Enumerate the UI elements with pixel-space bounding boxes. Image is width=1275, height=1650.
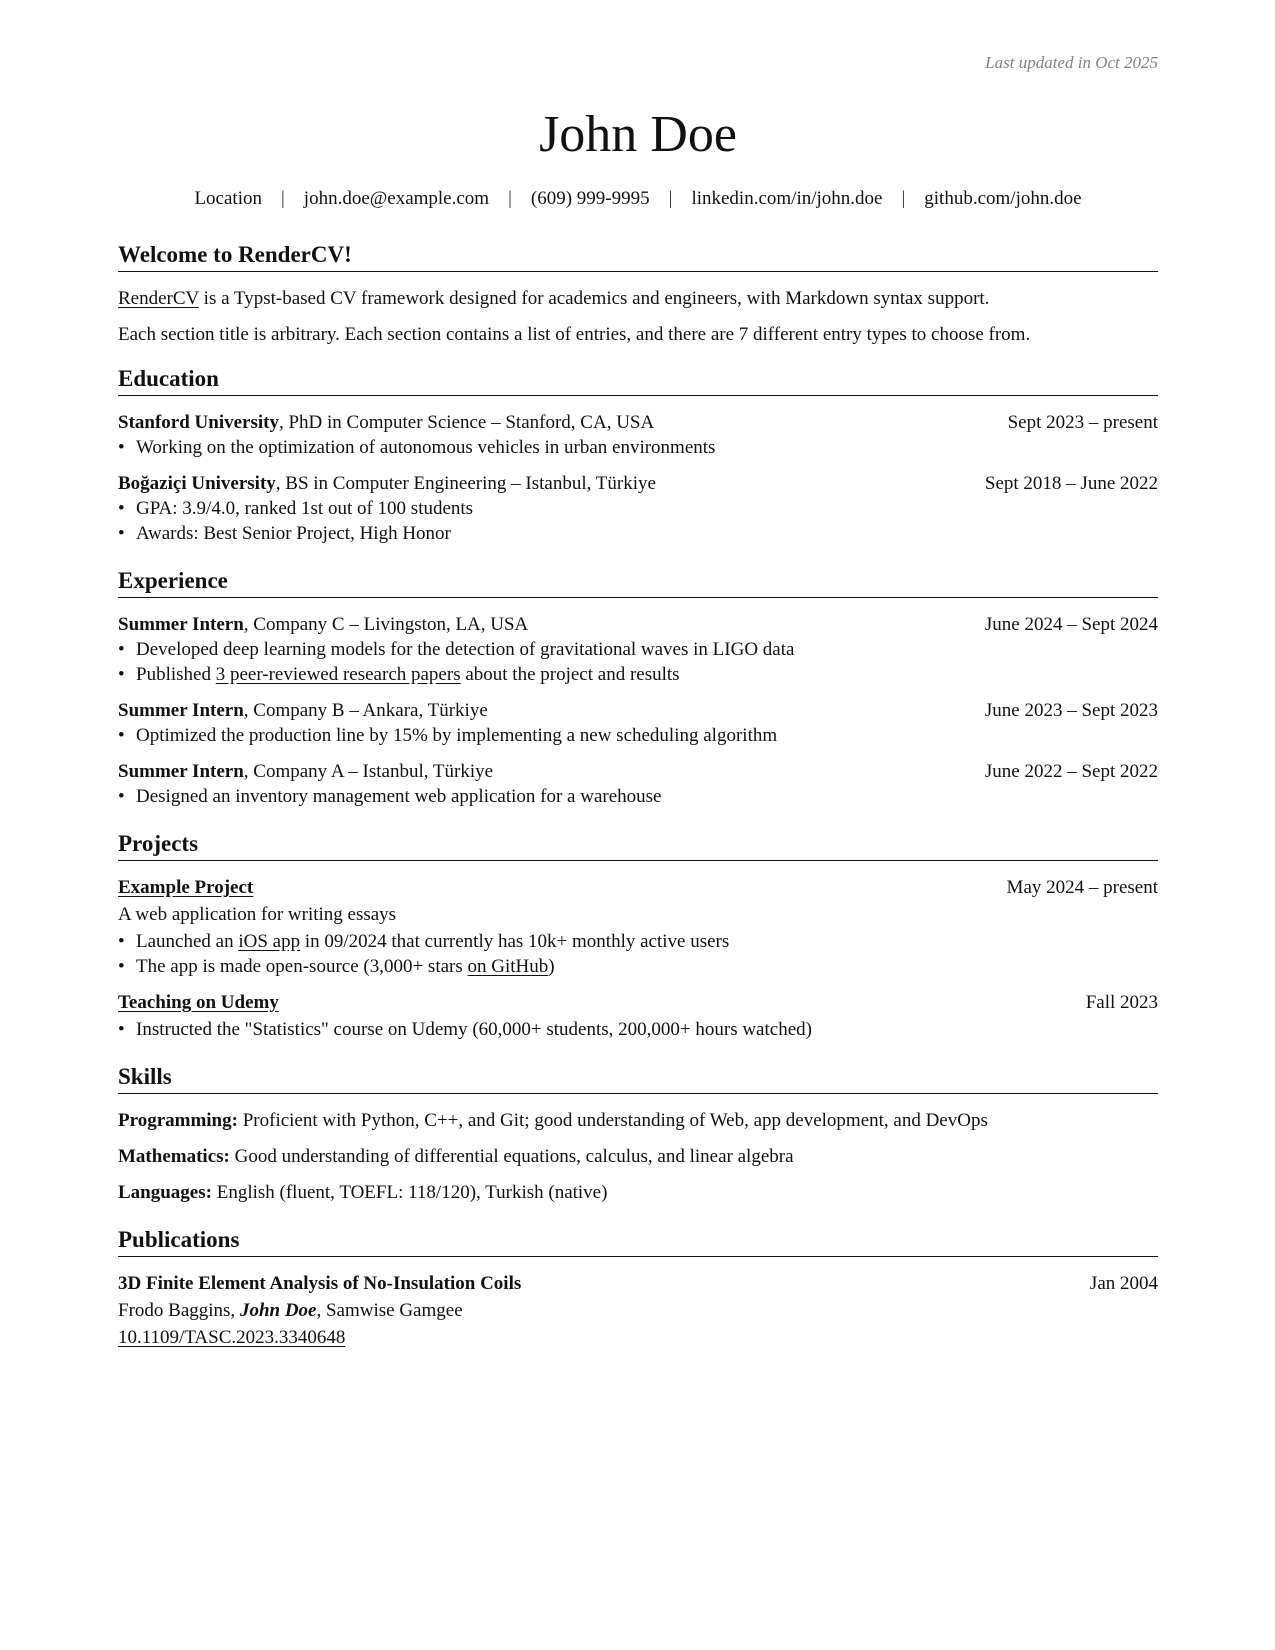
education-entry [118,471,1158,546]
bullet-text: Published [136,664,216,685]
degree-location: , BS in Computer Engineering – Istanbul, Türkiye [275,473,656,494]
github-link[interactable]: on GitHub [467,956,549,977]
cv-name: John Doe [539,106,737,163]
entry-heading [118,471,656,496]
section-title: Experience [118,566,1158,598]
section-skills [118,1062,1158,1205]
company-location: , Company B – Ankara, Türkiye [243,700,488,721]
skill-details: Proficient with Python, C++, and Git; good understanding of Web, app development, and DevOps [237,1110,988,1131]
entry-date: Fall 2023 [1085,992,1158,1013]
skill-details: Good understanding of differential equations, calculus, and linear algebra [229,1146,794,1167]
project-summary: A web application for writing essays [118,904,397,925]
experience-entry [118,698,1158,748]
entry-date: May 2024 – present [1006,877,1158,898]
project-entry [118,990,1158,1042]
skill-label: Languages: [118,1182,212,1203]
section-projects [118,829,1158,1042]
section-title: Skills [118,1062,1158,1094]
entry-date: Sept 2018 – June 2022 [984,473,1158,494]
bullet-item [118,929,1158,954]
skill-details: English (fluent, TOEFL: 118/120), Turkish (native) [211,1182,608,1203]
position: Summer Intern [118,700,244,721]
publication-authors [118,1298,1158,1323]
bullet-text: ) [548,956,555,977]
skill-item [118,1144,1158,1169]
entry-heading [118,759,493,784]
contact-email-link[interactable]: john.doe@example.com [303,188,490,209]
company-location: , Company C – Livingston, LA, USA [243,614,529,635]
education-entry [118,410,1158,460]
project-title-link[interactable]: Example Project [118,877,254,898]
cv-content [118,240,1158,1370]
author: , Samwise Gamgee [316,1300,463,1321]
author: Frodo Baggins, [118,1300,240,1321]
bullet-item: • Working on the optimization of autonomous vehicles in urban environments [118,435,1158,460]
contact-github-link[interactable]: github.com/john.doe [924,188,1082,209]
section-title: Education [118,364,1158,396]
bullet-text: about the project and results [460,664,680,685]
bullet-text: in 09/2024 that currently has 10k+ monthly active users [300,931,730,952]
bullet-item [118,662,1158,687]
section-experience [118,566,1158,809]
author-highlight: John Doe [239,1300,317,1321]
section-title: Publications [118,1225,1158,1257]
bullet-item: • GPA: 3.9/4.0, ranked 1st out of 100 students [118,496,1158,521]
separator: | [668,188,673,209]
publication-title: 3D Finite Element Analysis of No-Insulation Coils [118,1273,522,1294]
entry-date: Sept 2023 – present [1007,412,1158,433]
ios-app-link[interactable]: iOS app [238,931,301,952]
entry-heading [118,410,654,435]
bullet-item: • Optimized the production line by 15% by implementing a new scheduling algorithm [118,723,1158,748]
skill-label: Mathematics: [118,1146,230,1167]
bullet-item: • Instructed the "Statistics" course on Udemy (60,000+ students, 200,000+ hours watched) [118,1017,1158,1042]
section-title: Projects [118,829,1158,861]
rendercv-link[interactable]: RenderCV [118,288,199,309]
contact-bar [118,188,1158,210]
contact-location: Location [194,188,262,209]
contact-phone-link[interactable]: (609) 999-9995 [530,188,650,209]
position: Summer Intern [118,614,244,635]
papers-link[interactable]: 3 peer-reviewed research papers [215,664,461,685]
bullet-item [118,954,1158,979]
entry-heading [118,698,488,723]
skill-item [118,1108,1158,1133]
separator: | [508,188,512,209]
skill-label: Programming: [118,1110,238,1131]
section-publications [118,1225,1158,1350]
bullet-text: Launched an [136,931,239,952]
contact-linkedin-link[interactable]: linkedin.com/in/john.doe [691,188,883,209]
position: Summer Intern [118,761,244,782]
degree-location: , PhD in Computer Science – Stanford, CA, USA [278,412,655,433]
intro-text: is a Typst-based CV framework designed for academics and engineers, with Markdown syntax support. [198,288,990,309]
intro-paragraph [118,286,1158,311]
bullet-item: • Developed deep learning models for the detection of gravitational waves in LIGO data [118,637,1158,662]
last-updated: Last updated in Oct 2025 [985,53,1158,72]
institution: Boğaziçi University [118,473,276,494]
project-entry [118,875,1158,979]
entry-date: June 2022 – Sept 2022 [984,761,1158,782]
skill-item [118,1180,1158,1205]
experience-entry [118,759,1158,809]
bullet-item: • Awards: Best Senior Project, High Honor [118,521,1158,546]
section-welcome [118,240,1158,347]
bullet-text: The app is made open-source (3,000+ stars [136,956,468,977]
separator: | [901,188,906,209]
intro-paragraph-2: Each section title is arbitrary. Each section contains a list of entries, and there are 7 different entry types to choose from. [118,324,1031,345]
entry-date: Jan 2004 [1089,1273,1158,1294]
experience-entry [118,612,1158,687]
publication-entry [118,1271,1158,1350]
section-education [118,364,1158,546]
entry-date: June 2023 – Sept 2023 [984,700,1158,721]
entry-date: June 2024 – Sept 2024 [984,614,1158,635]
company-location: , Company A – Istanbul, Türkiye [243,761,494,782]
doi-link[interactable]: 10.1109/TASC.2023.3340648 [118,1327,346,1348]
separator: | [280,188,285,209]
bullet-item: • Designed an inventory management web application for a warehouse [118,784,1158,809]
entry-heading [118,612,528,637]
section-title: Welcome to RenderCV! [118,240,1158,272]
institution: Stanford University [118,412,279,433]
project-title-link[interactable]: Teaching on Udemy [118,992,279,1013]
